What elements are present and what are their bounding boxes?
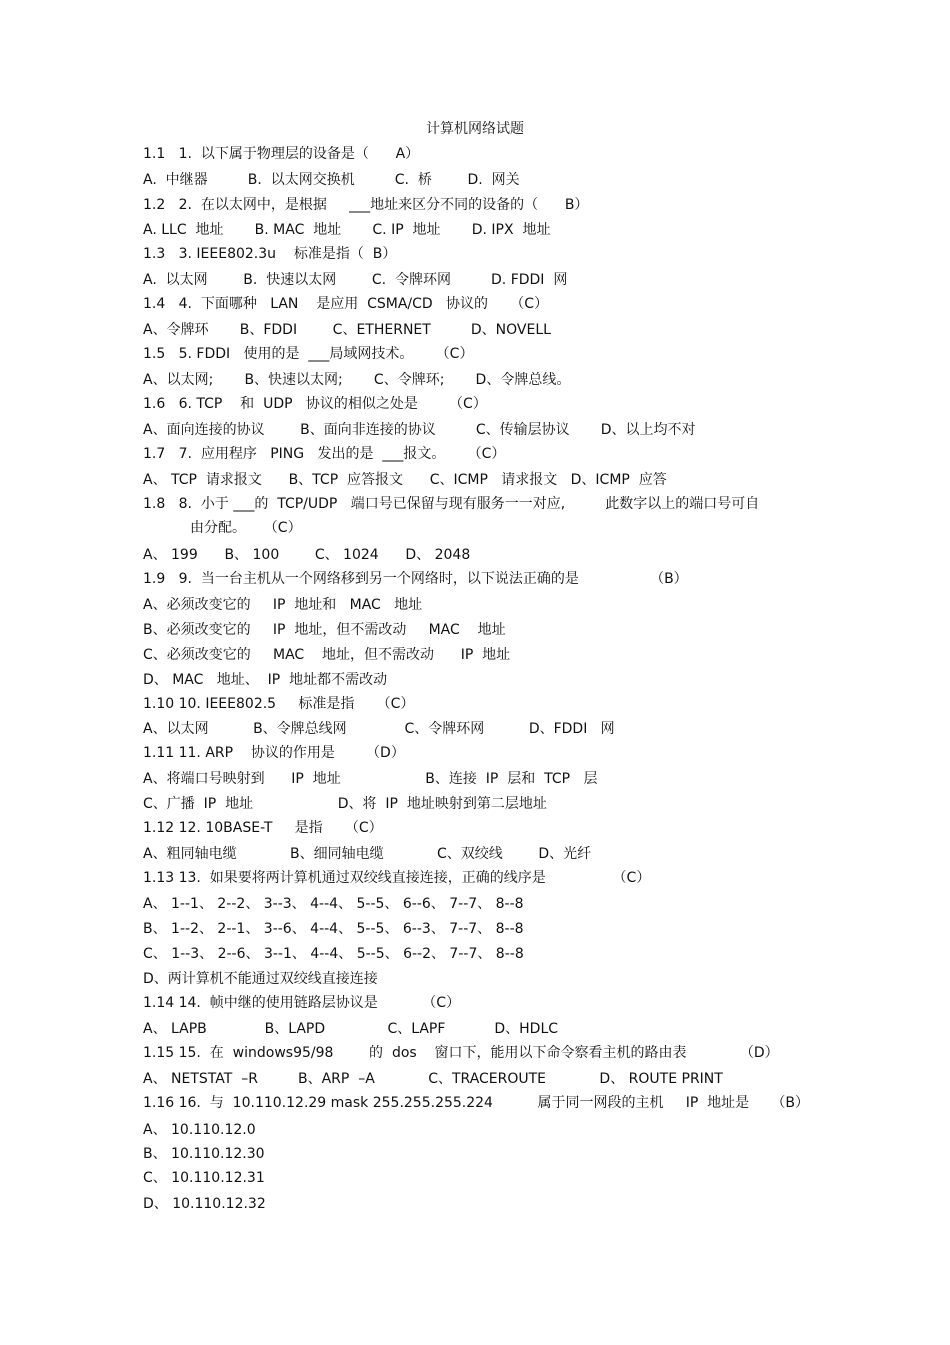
text-line: A、以太网 B、令牌总线网 C、令牌环网 D、FDDI 网 — [143, 721, 615, 737]
text-line: A、 LAPB B、LAPD C、LAPF D、HDLC — [143, 1021, 559, 1037]
text-line: 1.13 13. 如果要将两计算机通过双绞线直接连接，正确的线序是 （C） — [143, 870, 651, 886]
text-line: B、 10.110.12.30 — [143, 1146, 265, 1162]
text-line: C、必须改变它的 MAC 地址，但不需改动 IP 地址 — [143, 647, 511, 663]
text-line: A、将端口号映射到 IP 地址 B、连接 IP 层和 TCP 层 — [143, 771, 598, 787]
text-line: 1.15 15. 在 windows95/98 的 dos 窗口下，能用以下命令察看主机的路由表 （D） — [143, 1045, 779, 1061]
text-line: 1.12 12. 10BASE-T 是指 （C） — [143, 820, 383, 836]
text-line: 1.9 9. 当一台主机从一个网络移到另一个网络时，以下说法正确的是 （B） — [143, 571, 688, 587]
text-line: B、 1--2、 2--1、 3--6、 4--4、 5--5、 6--3、 7--7、 8--8 — [143, 921, 524, 937]
text-line: D、两计算机不能通过双绞线直接连接 — [143, 971, 378, 987]
text-line: 1.6 6. TCP 和 UDP 协议的相似之处是 （C） — [143, 396, 487, 412]
text-line: 1.7 7. 应用程序 PING 发出的是 ___报文。 （C） — [143, 446, 506, 462]
text-line: 1.4 4. 下面哪种 LAN 是应用 CSMA/CD 协议的 （C） — [143, 296, 549, 312]
text-line: 1.16 16. 与 10.110.12.29 mask 255.255.255.224 属于同一网段的主机 IP 地址是 （B） — [143, 1095, 810, 1111]
text-line: A、令牌环 B、FDDI C、ETHERNET D、NOVELL — [143, 322, 551, 338]
text-line: A、 1--1、 2--2、 3--3、 4--4、 5--5、 6--6、 7--7、 8--8 — [143, 896, 524, 912]
text-line: A. 中继器 B. 以太网交换机 C. 桥 D. 网关 — [143, 172, 520, 188]
text-line: C、 10.110.12.31 — [143, 1170, 265, 1186]
text-line: 1.1 1. 以下属于物理层的设备是（ A） — [143, 146, 420, 162]
text-line: 1.11 11. ARP 协议的作用是 （D） — [143, 745, 405, 761]
text-line: 1.5 5. FDDI 使用的是 ___局域网技术。 （C） — [143, 346, 474, 362]
text-line: C、 1--3、 2--6、 3--1、 4--4、 5--5、 6--2、 7--7、 8--8 — [143, 946, 524, 962]
text-line: 1.3 3. IEEE802.3u 标准是指（ B） — [143, 246, 397, 262]
text-line: 由分配。 （C） — [190, 520, 302, 536]
document-title: 计算机网络试题 — [426, 121, 524, 137]
text-line: D、 MAC 地址、 IP 地址都不需改动 — [143, 672, 388, 688]
text-line: A、 NETSTAT –R B、ARP –A C、TRACEROUTE D、 ROUTE PRINT — [143, 1071, 723, 1087]
text-line: A、 TCP 请求报文 B、TCP 应答报文 C、ICMP 请求报文 D、ICMP 应答 — [143, 472, 667, 488]
text-line: 1.14 14. 帧中继的使用链路层协议是 （C） — [143, 995, 461, 1011]
text-line: A、面向连接的协议 B、面向非连接的协议 C、传输层协议 D、以上均不对 — [143, 422, 696, 438]
text-line: 1.10 10. IEEE802.5 标准是指 （C） — [143, 696, 415, 712]
text-line: A、 199 B、 100 C、 1024 D、 2048 — [143, 547, 471, 563]
text-line: A、粗同轴电缆 B、细同轴电缆 C、双绞线 D、光纤 — [143, 846, 592, 862]
text-line: 1.8 8. 小于 ___的 TCP/UDP 端口号已保留与现有服务一一对应, 此数字以上的端口号可自 — [143, 496, 760, 512]
text-line: A、 10.110.12.0 — [143, 1122, 256, 1138]
text-line: B、必须改变它的 IP 地址，但不需改动 MAC 地址 — [143, 622, 506, 638]
text-line: A. LLC 地址 B. MAC 地址 C. IP 地址 D. IPX 地址 — [143, 222, 551, 238]
text-line: A、必须改变它的 IP 地址和 MAC 地址 — [143, 597, 423, 613]
text-line: D、 10.110.12.32 — [143, 1196, 266, 1212]
text-line: 1.2 2. 在以太网中，是根据 ___地址来区分不同的设备的（ B） — [143, 197, 589, 213]
text-line: A. 以太网 B. 快速以太网 C. 令牌环网 D. FDDI 网 — [143, 272, 568, 288]
text-line: C、广播 IP 地址 D、将 IP 地址映射到第二层地址 — [143, 796, 547, 812]
text-line: A、以太网; B、快速以太网; C、令牌环; D、令牌总线。 — [143, 372, 571, 388]
